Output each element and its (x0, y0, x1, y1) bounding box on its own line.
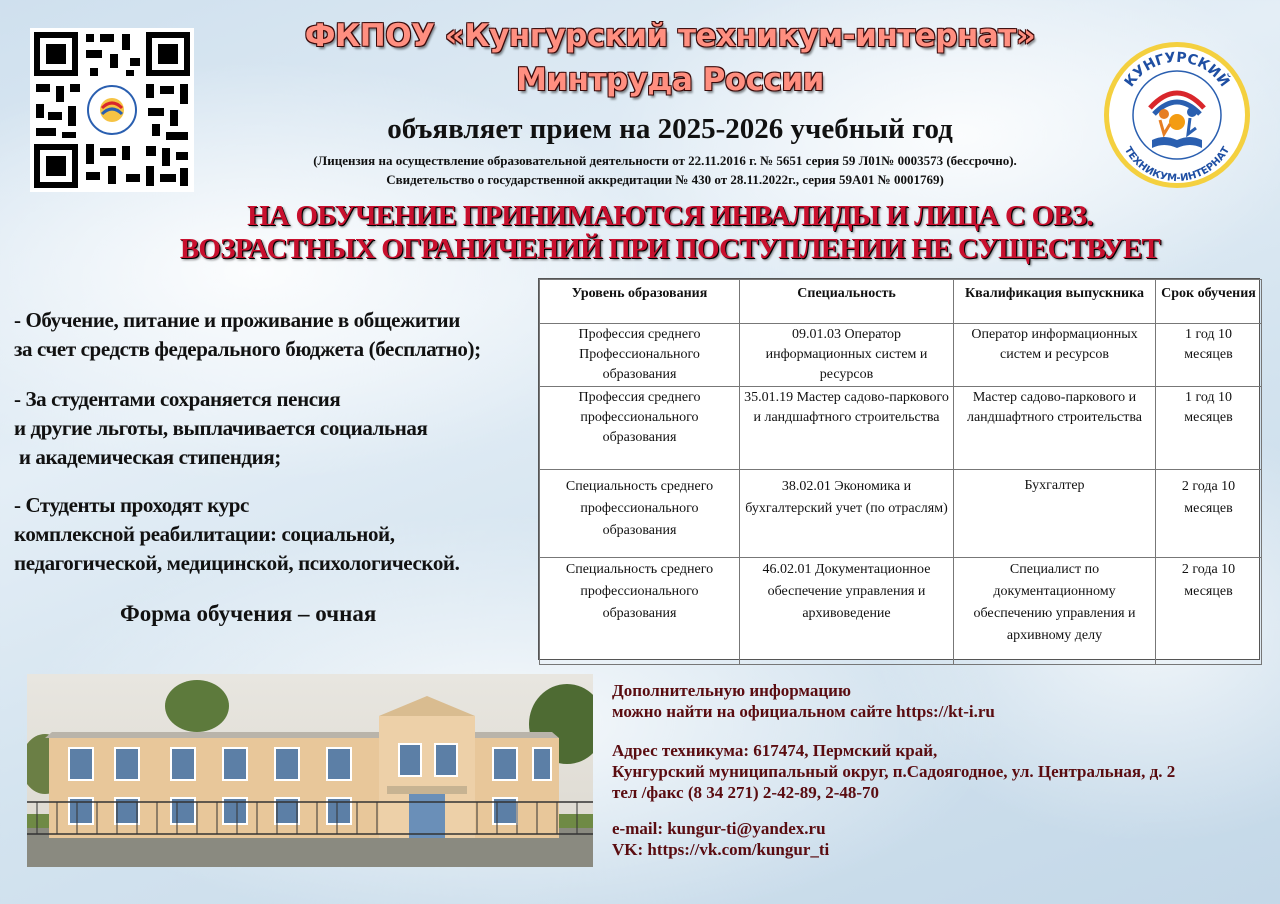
study-form: Форма обучения – очная (120, 601, 377, 626)
benefit-line: комплексной реабилитации: социальной, (14, 522, 395, 546)
cell-level: Профессия среднего Профессионального образования (540, 324, 740, 387)
address-line: Кунгурский муниципальный округ, п.Садоягодное, ул. Центральная, д. 2 (612, 762, 1176, 781)
additional-info (612, 680, 995, 722)
address-block (612, 740, 1175, 803)
cell-level: Специальность среднего профессионального образования (540, 558, 740, 665)
table-row (540, 387, 1262, 470)
header-duration: Срок обучения (1156, 280, 1262, 324)
header-level: Уровень образования (540, 280, 740, 324)
benefit-line: и академическая стипендия; (14, 445, 281, 469)
phone-line: тел /факс (8 34 271) 2-42-89, 2-48-70 (612, 783, 880, 802)
building-photo (27, 674, 593, 867)
logo-text-top: КУНГУРСКИЙ (1121, 49, 1233, 91)
benefit-line: педагогической, медицинской, психологической. (14, 551, 460, 575)
table-header-row (540, 280, 1262, 324)
admission-heading-1: НА ОБУЧЕНИЕ ПРИНИМАЮТСЯ ИНВАЛИДЫ И ЛИЦА С ОВЗ. (247, 200, 1093, 232)
email-link[interactable]: e-mail: kungur-ti@yandex.ru (612, 819, 826, 838)
programs-table (538, 278, 1260, 660)
cell-duration: 1 год 10 месяцев (1156, 324, 1262, 387)
cell-qualification: Специалист по документационному обеспечению управления и архивному делу (954, 558, 1156, 665)
admission-heading-2: ВОЗРАСТНЫХ ОГРАНИЧЕНИЙ ПРИ ПОСТУПЛЕНИИ НЕ СУЩЕСТВУЕТ (179, 233, 1161, 265)
logo-text-bottom: ТЕХНИКУМ-ИНТЕРНАТ (1121, 145, 1233, 185)
vk-link[interactable]: VK: https://vk.com/kungur_ti (612, 840, 830, 859)
announcement: объявляет прием на 2025-2026 учебный год (387, 113, 953, 145)
header-qualification: Квалификация выпускника (954, 280, 1156, 324)
table-row (540, 470, 1262, 558)
benefit-free-education (14, 306, 481, 364)
cell-duration: 2 года 10 месяцев (1156, 470, 1262, 558)
info-line: Дополнительную информацию (612, 681, 851, 700)
cell-level: Специальность среднего профессионального образования (540, 470, 740, 558)
address-line: Адрес техникума: 617474, Пермский край, (612, 741, 938, 760)
license-line-1: (Лицензия на осуществление образовательной деятельности от 22.11.2016 г. № 5651 серия 59 Л01№ 0003573 (бессрочно). (313, 153, 1017, 168)
cell-specialty: 46.02.01 Документационное обеспечение управления и архивоведение (740, 558, 954, 665)
cell-qualification: Оператор информационных систем и ресурсов (954, 324, 1156, 387)
benefit-line: и другие льготы, выплачивается социальная (14, 416, 428, 440)
benefit-line: - За студентами сохраняется пенсия (14, 387, 341, 411)
cell-qualification: Мастер садово-паркового и ландшафтного строительства (954, 387, 1156, 470)
benefit-line: за счет средств федерального бюджета (бесплатно); (14, 337, 481, 361)
online-contacts (612, 818, 829, 860)
cell-qualification: Бухгалтер (954, 470, 1156, 558)
cell-duration: 1 год 10 месяцев (1156, 387, 1262, 470)
benefit-pension (14, 385, 427, 472)
benefit-rehabilitation (14, 491, 459, 578)
benefit-line: - Обучение, питание и проживание в общежитии (14, 308, 460, 332)
benefit-line: - Студенты проходят курс (14, 493, 249, 517)
table-row (540, 558, 1262, 665)
cell-duration: 2 года 10 месяцев (1156, 558, 1262, 665)
cell-level: Профессия среднего профессионального образования (540, 387, 740, 470)
cell-specialty: 09.01.03 Оператор информационных систем и ресурсов (740, 324, 954, 387)
website-link[interactable]: можно найти на официальном сайте https://kt-i.ru (612, 702, 995, 721)
title-line-2: Минтруда России (516, 62, 824, 98)
header-specialty: Специальность (740, 280, 954, 324)
license-line-2: Свидетельство о государственной аккредитации № 430 от 28.11.2022г., серия 59А01 № 0001769) (386, 172, 944, 187)
cell-specialty: 38.02.01 Экономика и бухгалтерский учет (по отраслям) (740, 470, 954, 558)
table-row (540, 324, 1262, 387)
cell-specialty: 35.01.19 Мастер садово-паркового и ландшафтного строительства (740, 387, 954, 470)
title-line-1: ФКПОУ «Кунгурский техникум-интернат» (304, 18, 1036, 54)
